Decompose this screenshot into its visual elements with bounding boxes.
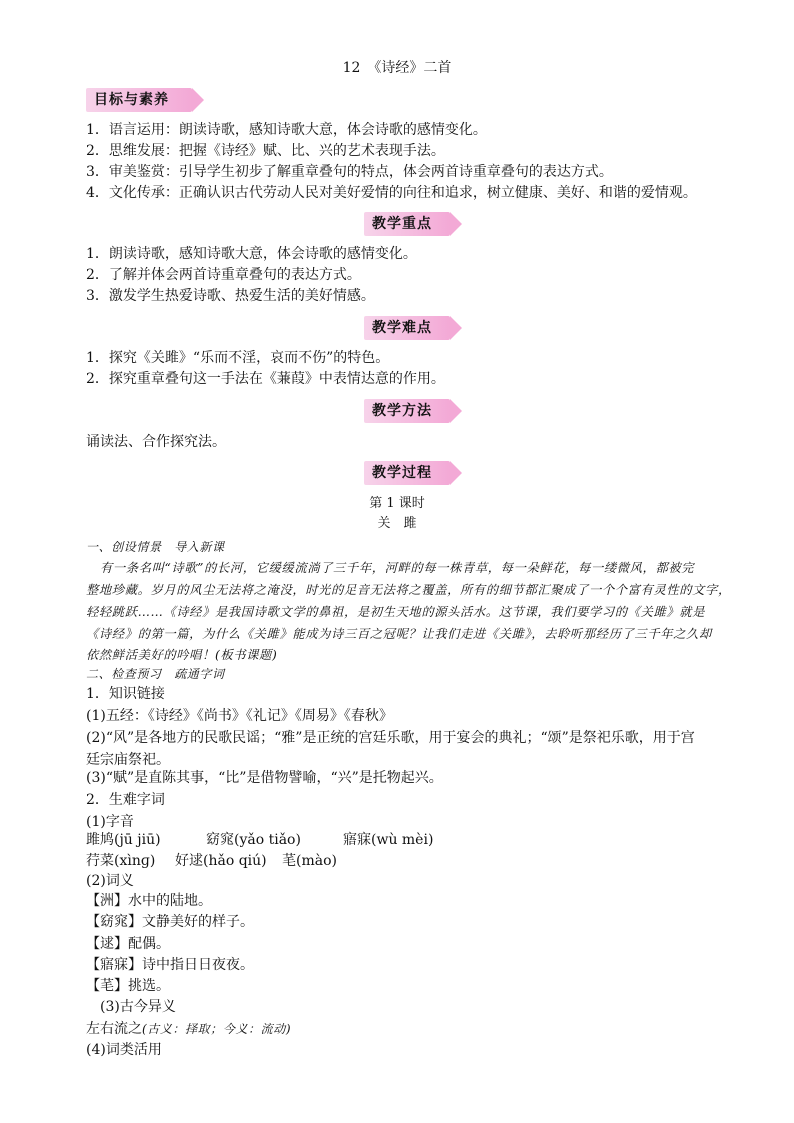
usage-heading: (4)词类活用 bbox=[86, 1042, 162, 1058]
part1-text-line-5: 依然鲜活美好的吟唱！(板书课题) bbox=[86, 648, 278, 662]
pron-item-3: 寤寐(wù mèi) bbox=[343, 832, 434, 848]
part1-text-line-4: 《诗经》的第一篇，为什么《关雎》能成为诗三百之冠呢？让我们走进《关雎》，去聆听那经历了三千年之久却 bbox=[86, 627, 712, 641]
section-title-key: 教学重点 bbox=[372, 216, 432, 232]
method-line: 诵读法、合作探究法。 bbox=[86, 434, 226, 450]
section-banner-key bbox=[364, 212, 450, 236]
difficult-line-1: 1．探究《关雎》“乐而不淫，哀而不伤”的特色。 bbox=[86, 350, 390, 366]
word-def-5: 【芼】挑选。 bbox=[86, 978, 170, 994]
section-banner-method bbox=[364, 399, 450, 423]
part2-item-2: 2．生难字词 bbox=[86, 792, 165, 808]
section-title-difficult: 教学难点 bbox=[372, 320, 432, 336]
goal-line-3: 3．审美鉴赏：引导学生初步了解重章叠句的特点，体会两首诗重章叠句的表达方式。 bbox=[86, 164, 613, 180]
pron-item-6: 芼(mào) bbox=[282, 853, 337, 869]
part2-feng-line-a: (2)“风”是各地方的民歌民谣；“雅”是正统的宫廷乐歌，用于宴会的典礼；“颂”是祭祀乐歌，用于宫 bbox=[86, 730, 695, 746]
difficult-line-2: 2．探究重章叠句这一手法在《蒹葭》中表情达意的作用。 bbox=[86, 371, 445, 387]
ancient-item bbox=[86, 1019, 291, 1039]
part2-feng-line-b: 廷宗庙祭祀。 bbox=[86, 752, 170, 768]
word-def-1: 【洲】水中的陆地。 bbox=[86, 893, 212, 909]
section-banner-process bbox=[364, 461, 450, 485]
goal-line-1: 1．语言运用：朗读诗歌，感知诗歌大意，体会诗歌的感情变化。 bbox=[86, 122, 487, 138]
section-title-goals: 目标与素养 bbox=[94, 92, 169, 108]
part1-text-line-1: 有一条名叫“诗歌”的长河，它缓缓流淌了三千年，河畔的每一株青草，每一朵鲜花，每一缕微风，都被完 bbox=[100, 561, 695, 575]
part2-wujing-line: (1)五经：《诗经》《尚书》《礼记》《周易》《春秋》 bbox=[86, 708, 393, 724]
word-def-3: 【逑】配偶。 bbox=[86, 936, 170, 952]
part2-item-1: 1．知识链接 bbox=[86, 686, 165, 702]
key-line-3: 3．激发学生热爱诗歌、热爱生活的美好情感。 bbox=[86, 288, 375, 304]
lesson-poem-title: 关 雎 bbox=[377, 516, 417, 531]
word-def-2: 【窈窕】文静美好的样子。 bbox=[86, 914, 254, 930]
section-banner-difficult bbox=[364, 316, 450, 340]
ancient-heading: (3)古今异义 bbox=[100, 999, 176, 1015]
part1-text-line-2: 整地珍藏。岁月的风尘无法将之淹没，时光的足音无法将之覆盖，所有的细节都汇聚成了一个个富有灵性的文字， bbox=[86, 583, 731, 597]
ancient-phrase: 左右流之 bbox=[86, 1021, 142, 1037]
part2-fu-line: (3)“赋”是直陈其事，“比”是借物譬喻，“兴”是托物起兴。 bbox=[86, 770, 443, 786]
goal-line-4: 4．文化传承：正确认识古代劳动人民对美好爱情的向往和追求，树立健康、美好、和谐的爱情观。 bbox=[86, 185, 697, 201]
section-title-process: 教学过程 bbox=[372, 465, 432, 481]
key-line-2: 2．了解并体会两首诗重章叠句的表达方式。 bbox=[86, 267, 361, 283]
lesson-period: 第 1 课时 bbox=[369, 496, 425, 511]
key-line-1: 1．朗读诗歌，感知诗歌大意，体会诗歌的感情变化。 bbox=[86, 246, 417, 262]
pron-item-2: 窈窕(yǎo tiǎo) bbox=[206, 832, 301, 848]
word-def-4: 【寤寐】诗中指日日夜夜。 bbox=[86, 957, 254, 973]
part1-text-line-3: 轻轻跳跃……《诗经》是我国诗歌文学的鼻祖，是初生天地的源头活水。这节课，我们要学习的《关雎》就是 bbox=[86, 605, 706, 619]
section-title-method: 教学方法 bbox=[372, 403, 432, 419]
goal-line-2: 2．思维发展：把握《诗经》赋、比、兴的艺术表现手法。 bbox=[86, 143, 445, 159]
pron-item-4: 荇菜(xìnɡ) bbox=[86, 853, 156, 869]
part1-heading: 一、创设情景 导入新课 bbox=[86, 540, 225, 554]
section-banner-goals bbox=[86, 88, 192, 112]
pron-heading: (1)字音 bbox=[86, 814, 134, 830]
page-title: 12 《诗经》二首 bbox=[342, 60, 452, 76]
pron-item-1: 雎鸠(jū jiū) bbox=[86, 832, 161, 848]
pron-item-5: 好逑(hǎo qiú) bbox=[175, 853, 267, 869]
part2-heading: 二、检查预习 疏通字词 bbox=[86, 667, 225, 681]
words-heading: (2)词义 bbox=[86, 873, 134, 889]
ancient-note: (古义：择取；今义：流动) bbox=[142, 1022, 292, 1036]
